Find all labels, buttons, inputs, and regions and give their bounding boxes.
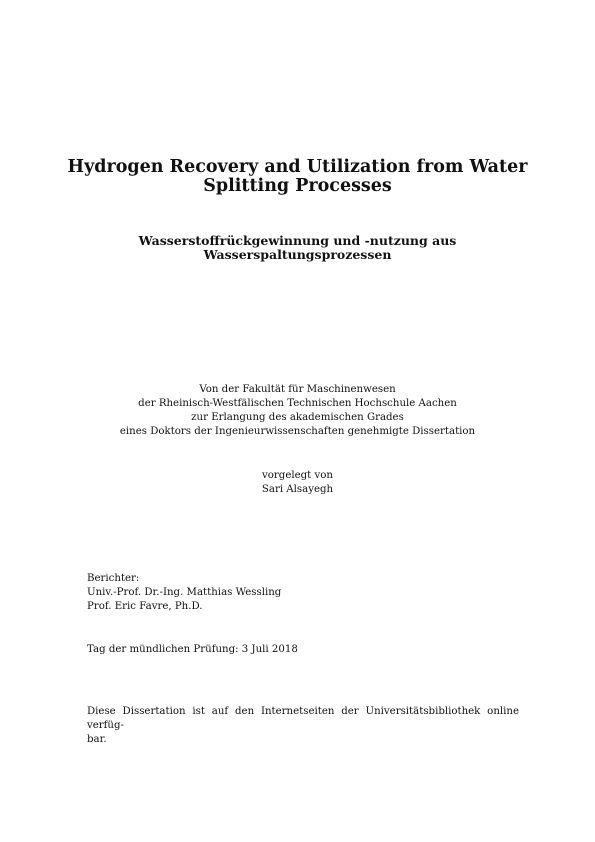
german-title-line-1: Wasserstoffrückgewinnung und -nutzung aus <box>138 233 457 248</box>
dissertation-title <box>60 158 535 196</box>
exam-date <box>87 643 519 657</box>
author-name: Sari Alsayegh <box>261 484 334 495</box>
notice-line-2: bar. <box>87 734 107 745</box>
notice-line-1: Diese Dissertation ist auf den Internetseiten der Universitätsbibliothek online verfüg- <box>87 706 519 731</box>
faculty-line: Von der Fakultät für Maschinenwesen <box>199 384 396 395</box>
title-line-1: Hydrogen Recovery and Utilization from Water <box>67 157 528 177</box>
reviewers-block <box>87 572 519 614</box>
german-title-line-2: Wasserspaltungsprozessen <box>203 247 392 262</box>
online-notice <box>87 705 519 747</box>
reviewer-name: Prof. Eric Favre, Ph.D. <box>87 601 203 612</box>
reviewers-heading: Berichter: <box>87 573 140 584</box>
submitted-label: vorgelegt von <box>262 470 333 481</box>
faculty-line: zur Erlangung des akademischen Grades <box>191 412 404 423</box>
exam-date-text: Tag der mündlichen Prüfung: 3 Juli 2018 <box>87 644 298 655</box>
faculty-statement <box>60 383 535 439</box>
german-title <box>80 234 515 262</box>
faculty-line: eines Doktors der Ingenieurwissenschaften genehmigte Dissertation <box>119 426 476 437</box>
title-line-2: Splitting Processes <box>203 176 392 196</box>
reviewer-name: Univ.-Prof. Dr.-Ing. Matthias Wessling <box>87 587 282 598</box>
submitted-by <box>60 469 535 497</box>
faculty-line: der Rheinisch-Westfälischen Technischen Hochschule Aachen <box>138 398 457 409</box>
